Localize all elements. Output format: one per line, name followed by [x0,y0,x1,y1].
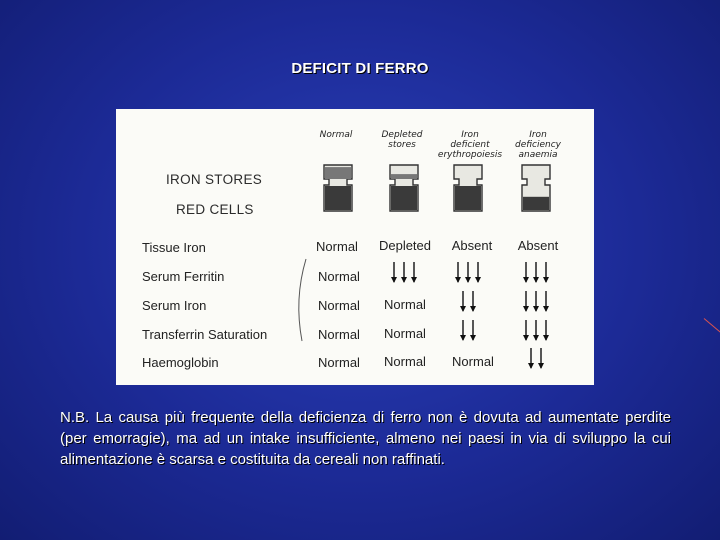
red-cells-fill-2 [455,186,481,210]
iron-stores-label: IRON STORES [166,172,263,187]
cell-serum-ferritin-normal: Normal [318,269,360,284]
down-arrow-head-r3-c2-1 [470,335,476,341]
column-header-iron-deficient-erythropoiesis: Iron deficient erythropoiesis [437,130,503,160]
down-arrow-head-r4-c3-1 [538,363,544,369]
down-arrow-head-r2-c2-0 [460,306,466,312]
cell-transferrin-normal: Normal [318,327,360,342]
red-cells-label: RED CELLS [176,202,254,217]
row-label-serum-ferritin: Serum Ferritin [142,269,225,284]
cell-tissue-iron-absent-anaemia: Absent [517,238,559,253]
down-arrow-head-r3-c2-0 [460,335,466,341]
down-arrow-head-r1-c2-2 [475,277,481,283]
footnote-paragraph: N.B. La causa più frequente della deficienza di ferro non è dovuta ad aumentate perdite (per emorragie), ma ad un intake insufficiente, almeno nei paesi in via di sviluppo la cui alimentazione è scarsa e costituita da cereali non raffinati. [60,409,671,468]
slide-title: DEFICIT DI FERRO [291,60,429,77]
down-arrow-head-r1-c2-0 [455,277,461,283]
down-arrow-head-r2-c3-0 [523,306,529,312]
decorative-line [704,318,720,333]
red-cells-fill-1 [391,186,417,210]
red-cells-fill-3 [523,197,549,210]
down-arrow-head-r2-c2-1 [470,306,476,312]
cell-tissue-iron-normal: Normal [316,239,358,254]
down-arrow-head-r1-c3-1 [533,277,539,283]
row-label-transferrin-saturation: Transferrin Saturation [142,327,268,342]
cell-haemoglobin-normal: Normal [318,355,360,370]
cell-transferrin-depleted-stores: Normal [384,326,426,341]
column-header-iron-deficiency-anaemia: Iron deficiency anaemia [514,130,562,160]
down-arrow-head-r1-c3-2 [543,277,549,283]
down-arrow-head-r2-c3-1 [533,306,539,312]
down-arrow-head-r4-c3-0 [528,363,534,369]
down-arrow-head-r1-c1-1 [401,277,407,283]
down-arrow-head-r3-c3-1 [533,335,539,341]
cell-haemoglobin-erythropoiesis: Normal [452,354,494,369]
row-label-haemoglobin: Haemoglobin [142,355,219,370]
down-arrow-head-r1-c1-0 [391,277,397,283]
column-header-normal: Normal [319,130,353,140]
down-arrow-head-r1-c2-1 [465,277,471,283]
down-arrow-head-r1-c3-0 [523,277,529,283]
cell-serum-iron-depleted-stores: Normal [384,297,426,312]
cell-tissue-iron-absent: Absent [451,238,493,253]
cell-tissue-iron-depleted: Depleted [378,238,432,253]
down-arrow-head-r3-c3-0 [523,335,529,341]
row-label-serum-iron: Serum Iron [142,298,207,313]
row-label-tissue-iron: Tissue Iron [142,240,206,255]
iron-stores-fill-1 [391,174,417,179]
cell-haemoglobin-depleted-stores: Normal [384,354,426,369]
red-cells-fill-0 [325,186,351,210]
cell-serum-iron-normal: Normal [318,298,360,313]
iron-stores-fill-0 [325,167,351,179]
down-arrow-head-r3-c3-2 [543,335,549,341]
down-arrow-head-r1-c1-2 [411,277,417,283]
iron-deficiency-figure [116,109,594,385]
column-header-depleted-stores: Depleted stores [381,130,423,150]
down-arrow-head-r2-c3-2 [543,306,549,312]
